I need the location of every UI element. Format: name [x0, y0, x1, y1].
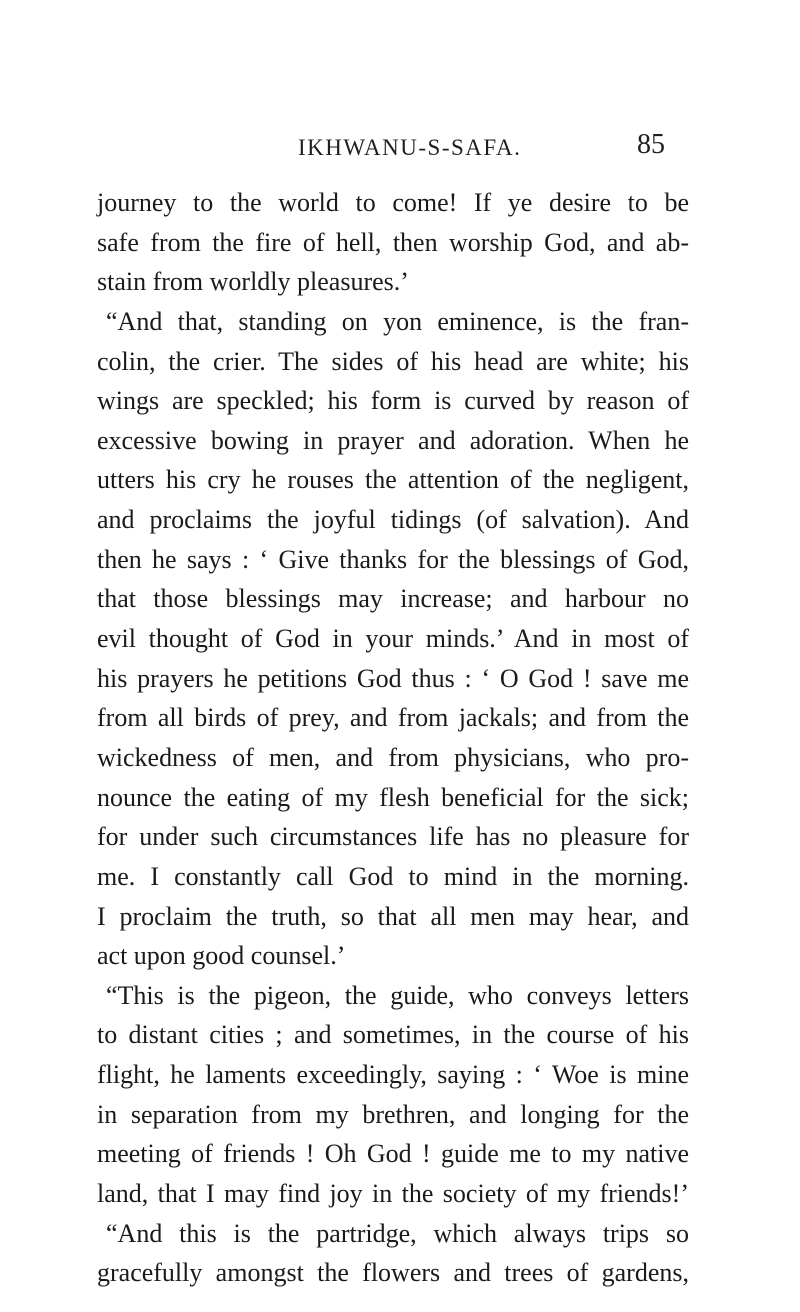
text-line: excessive bowing in prayer and adoration. When he	[97, 425, 689, 455]
text-line: colin, the crier. The sides of his head are white; his	[97, 346, 689, 376]
text-line: I proclaim the truth, so that all men may hear, and	[97, 901, 689, 931]
body-text	[97, 183, 689, 1293]
text-line: to distant cities ; and sometimes, in the course of his	[97, 1020, 689, 1050]
text-line: utters his cry he rouses the attention of the negligent,	[97, 465, 689, 495]
text-line: safe from the fire of hell, then worship God, and ab-	[97, 227, 689, 257]
text-line: nounce the eating of my flesh beneficial for the sick;	[97, 782, 689, 812]
text-line: wings are speckled; his form is curved by reason of	[97, 386, 689, 416]
text-line: meeting of friends ! Oh God ! guide me to my native	[97, 1139, 689, 1169]
text-line: “This is the pigeon, the guide, who conveys letters	[106, 980, 689, 1010]
text-line: gracefully amongst the flowers and trees of gardens,	[97, 1258, 689, 1288]
text-line: journey to the world to come! If ye desire to be	[97, 188, 689, 217]
text-line: act upon good counsel.’	[97, 941, 346, 971]
text-line: flight, he laments exceedingly, saying : ‘ Woe is mine	[97, 1060, 689, 1090]
text-line: from all birds of prey, and from jackals; and from the	[97, 703, 689, 733]
text-line: “And this is the partridge, which always trips so	[106, 1218, 689, 1248]
page-number: 85	[637, 129, 665, 160]
text-line: his prayers he petitions God thus : ‘ O God ! save me	[97, 663, 689, 693]
text-line: wickedness of men, and from physicians, who pro-	[97, 742, 689, 772]
running-head	[0, 127, 800, 167]
text-line: in separation from my brethren, and longing for the	[97, 1099, 689, 1129]
text-line: stain from worldly pleasures.’	[97, 267, 409, 297]
text-line: that those blessings may increase; and harbour no	[97, 584, 689, 614]
text-line: and proclaims the joyful tidings (of salvation). And	[97, 505, 689, 535]
text-line: for under such circumstances life has no pleasure for	[97, 822, 689, 852]
text-line: “And that, standing on yon eminence, is the fran-	[106, 306, 689, 336]
text-line: evil thought of God in your minds.’ And in most of	[97, 624, 689, 654]
text-line: land, that I may find joy in the society of my friends!’	[97, 1179, 689, 1209]
running-title: IKHWANU-S-SAFA.	[298, 135, 522, 160]
text-line: then he says : ‘ Give thanks for the blessings of God,	[97, 544, 689, 574]
text-line: me. I constantly call God to mind in the morning.	[97, 861, 689, 891]
